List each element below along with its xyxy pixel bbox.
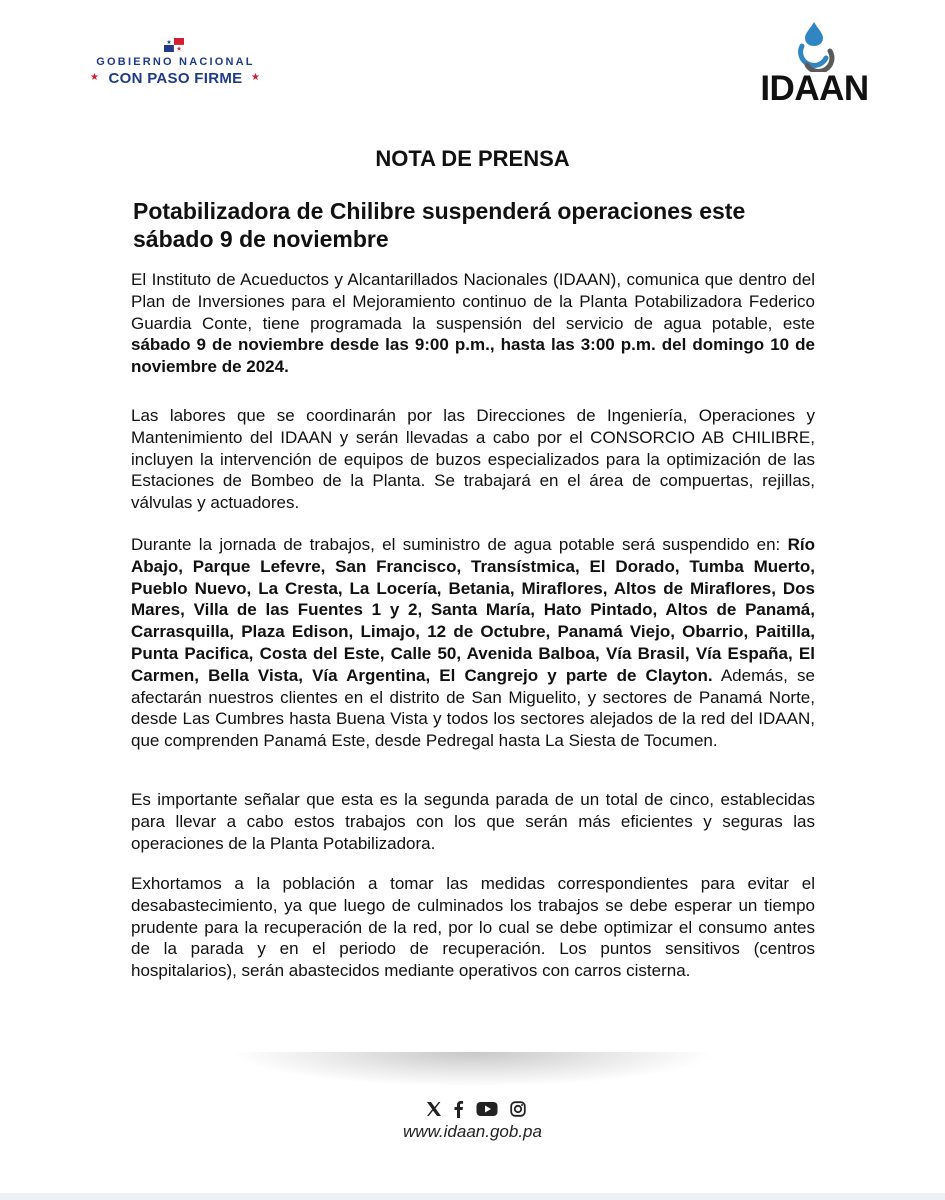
bottom-strip <box>0 1193 945 1200</box>
paragraph-text: El Instituto de Acueductos y Alcantarillados Nacionales (IDAAN), comunica que dentro del Plan de Inversiones para el Mejoramiento continuo de la Planta Potabilizadora Federico Guardia Conte, tiene programada la suspensión del servicio de agua potable, este <box>131 270 815 333</box>
instagram-icon[interactable] <box>510 1099 526 1119</box>
water-drop-icon <box>790 20 838 72</box>
paragraph-4 <box>131 789 815 854</box>
facebook-icon[interactable] <box>452 1099 464 1119</box>
idaan-logo-text: IDAAN <box>760 69 869 108</box>
footer-divider-shadow <box>235 1052 710 1086</box>
paragraph-2 <box>131 405 815 514</box>
paragraph-text: Es importante señalar que esta es la segunda parada de un total de cinco, establecidas para llevar a cabo estos trabajos con los que serán más eficientes y seguras las operaciones de la Planta Potabilizadora. <box>131 790 815 853</box>
paragraph-bold-text: sábado 9 de noviembre desde las 9:00 p.m., hasta las 3:00 p.m. del domingo 10 de noviembre de 2024. <box>131 335 815 377</box>
red-star-icon: ★ <box>251 72 260 83</box>
headline: Potabilizadora de Chilibre suspenderá operaciones este sábado 9 de noviembre <box>133 198 746 252</box>
website-link[interactable]: www.idaan.gob.pa <box>403 1122 542 1141</box>
affected-areas-list: Río Abajo, Parque Lefevre, San Francisco, Transístmica, El Dorado, Tumba Muerto, Pueblo Nuevo, La Cresta, La Locería, Betania, Miraflores, Altos de Miraflores, Dos Mares, Villa de las Fuentes 1 y 2, Santa María, Hato Pintado, Altos de Panamá, Carrasquilla, Plaza Edison, Limajo, 12 de Octubre, Panamá Viejo, Obarrio, Paitilla, Punta Pacifica, Costa del Este, Calle 50, Avenida Balboa, Vía Brasil, Vía España, El Carmen, Bella Vista, Vía Argentina, El Cangrejo y parte de Clayton. <box>131 535 815 685</box>
document-label: NOTA DE PRENSA <box>375 146 570 171</box>
idaan-logo <box>752 20 877 108</box>
panama-flag-icon <box>164 38 184 52</box>
gov-line1: GOBIERNO NACIONAL <box>96 56 255 68</box>
paragraph-text: Exhortamos a la población a tomar las medidas correspondientes para evitar el desabastecimiento, ya que luego de culminados los trabajos se debe esperar un tiempo prudente para la recuperación de la red, por lo cual se debe optimizar el consumo antes de la parada y en el periodo de recuperación. Los puntos sensitivos (centros hospitalarios), serán abastecidos mediante operativos con carros cisterna. <box>131 874 815 981</box>
paragraph-text: Además, se afectarán nuestros clientes en el distrito de San Miguelito, y sectores de Panamá Norte, desde Las Cumbres hasta Buena Vista y todos los sectores alejados de la red del IDAAN, que comprenden Panamá Este, desde Pedregal hasta La Siesta de Tocumen. <box>131 665 815 751</box>
gov-line2: CON PASO FIRME <box>108 70 243 87</box>
paragraph-text: Las labores que se coordinarán por las Direcciones de Ingeniería, Operaciones y Mantenimiento del IDAAN y serán llevadas a cabo por el CONSORCIO AB CHILIBRE, incluyen la intervención de equipos de buzos especializados para la optimización de las Estaciones de Bombeo de la Planta. Se trabajará en el área de compuertas, rejillas, válvulas y actuadores. <box>131 406 815 513</box>
x-icon[interactable] <box>426 1099 442 1119</box>
paragraph-5 <box>131 873 815 982</box>
red-star-icon: ★ <box>90 72 99 83</box>
paragraph-text: Durante la jornada de trabajos, el suministro de agua potable será suspendido en: <box>131 535 788 554</box>
paragraph-1 <box>131 269 815 378</box>
youtube-icon[interactable] <box>476 1099 498 1119</box>
paragraph-3 <box>131 534 815 752</box>
social-links <box>424 1099 534 1121</box>
gobierno-nacional-logo <box>88 38 263 90</box>
